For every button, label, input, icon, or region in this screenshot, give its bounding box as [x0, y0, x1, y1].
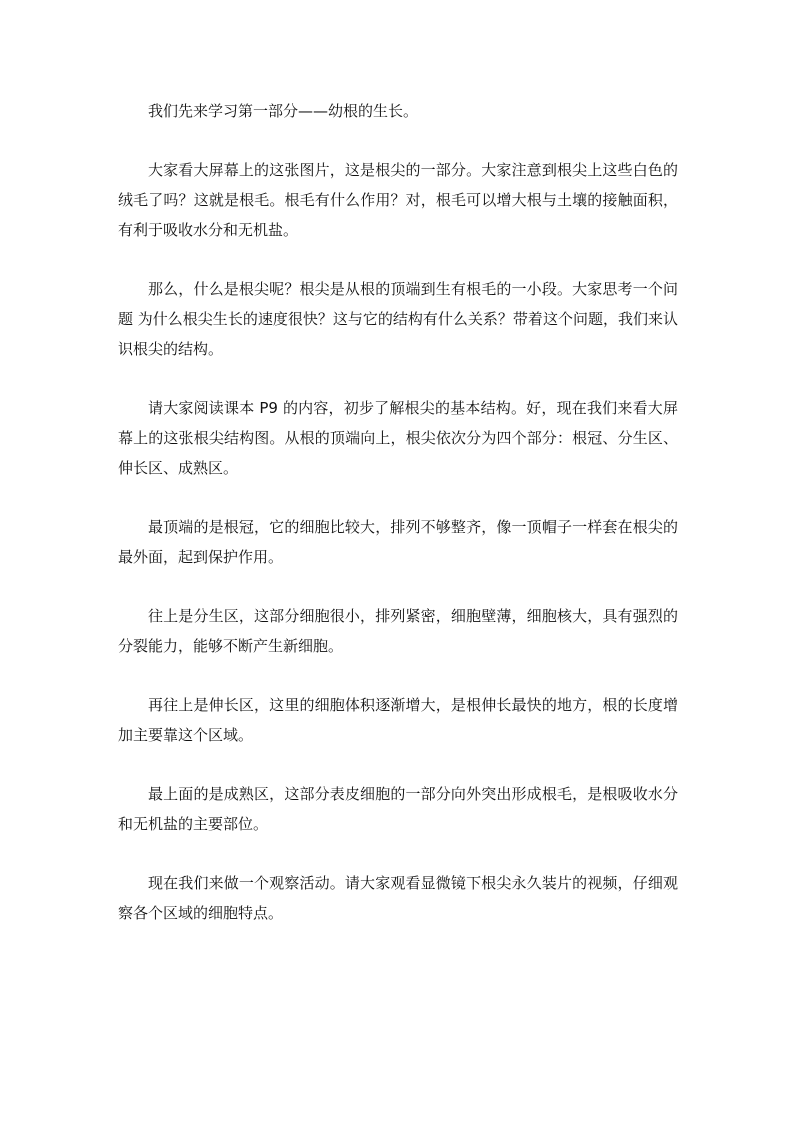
paragraph-maturation-zone: 最上面的是成熟区，这部分表皮细胞的一部分向外突出形成根毛，是根吸收水分和无机盐的主要部位。: [118, 785, 678, 833]
paragraph-meristem-zone: 往上是分生区，这部分细胞很小，排列紧密，细胞壁薄，细胞核大，具有强烈的分裂能力，能够不断产生新细胞。: [118, 607, 678, 655]
document-body: [118, 96, 678, 957]
paragraph-intro: 我们先来学习第一部分——幼根的生长。: [148, 102, 419, 120]
paragraph-root-hair: 大家看大屏幕上的这张图片，这是根尖的一部分。大家注意到根尖上这些白色的绒毛了吗？这就是根毛。根毛有什么作用？对，根毛可以增大根与土壤的接触面积，有利于吸收水分和无机盐。: [118, 161, 678, 239]
paragraph-root-cap: 最顶端的是根冠，它的细胞比较大，排列不够整齐，像一顶帽子一样套在根尖的最外面，起到保护作用。: [118, 518, 678, 566]
paragraph-observation-activity: 现在我们来做一个观察活动。请大家观看显微镜下根尖永久装片的视频，仔细观察各个区域的细胞特点。: [118, 874, 678, 922]
paragraph-elongation-zone: 再往上是伸长区，这里的细胞体积逐渐增大，是根伸长最快的地方，根的长度增加主要靠这个区域。: [118, 696, 678, 744]
paragraph-root-tip-question: 那么，什么是根尖呢？根尖是从根的顶端到生有根毛的一小段。大家思考一个问题 为什么根尖生长的速度很快？这与它的结构有什么关系？带着这个问题，我们来认识根尖的结构。: [118, 280, 678, 358]
paragraph-root-tip-structure: 请大家阅读课本 P9 的内容，初步了解根尖的基本结构。好，现在我们来看大屏幕上的这张根尖结构图。从根的顶端向上，根尖依次分为四个部分：根冠、分生区、伸长区、成熟区。: [118, 399, 678, 477]
